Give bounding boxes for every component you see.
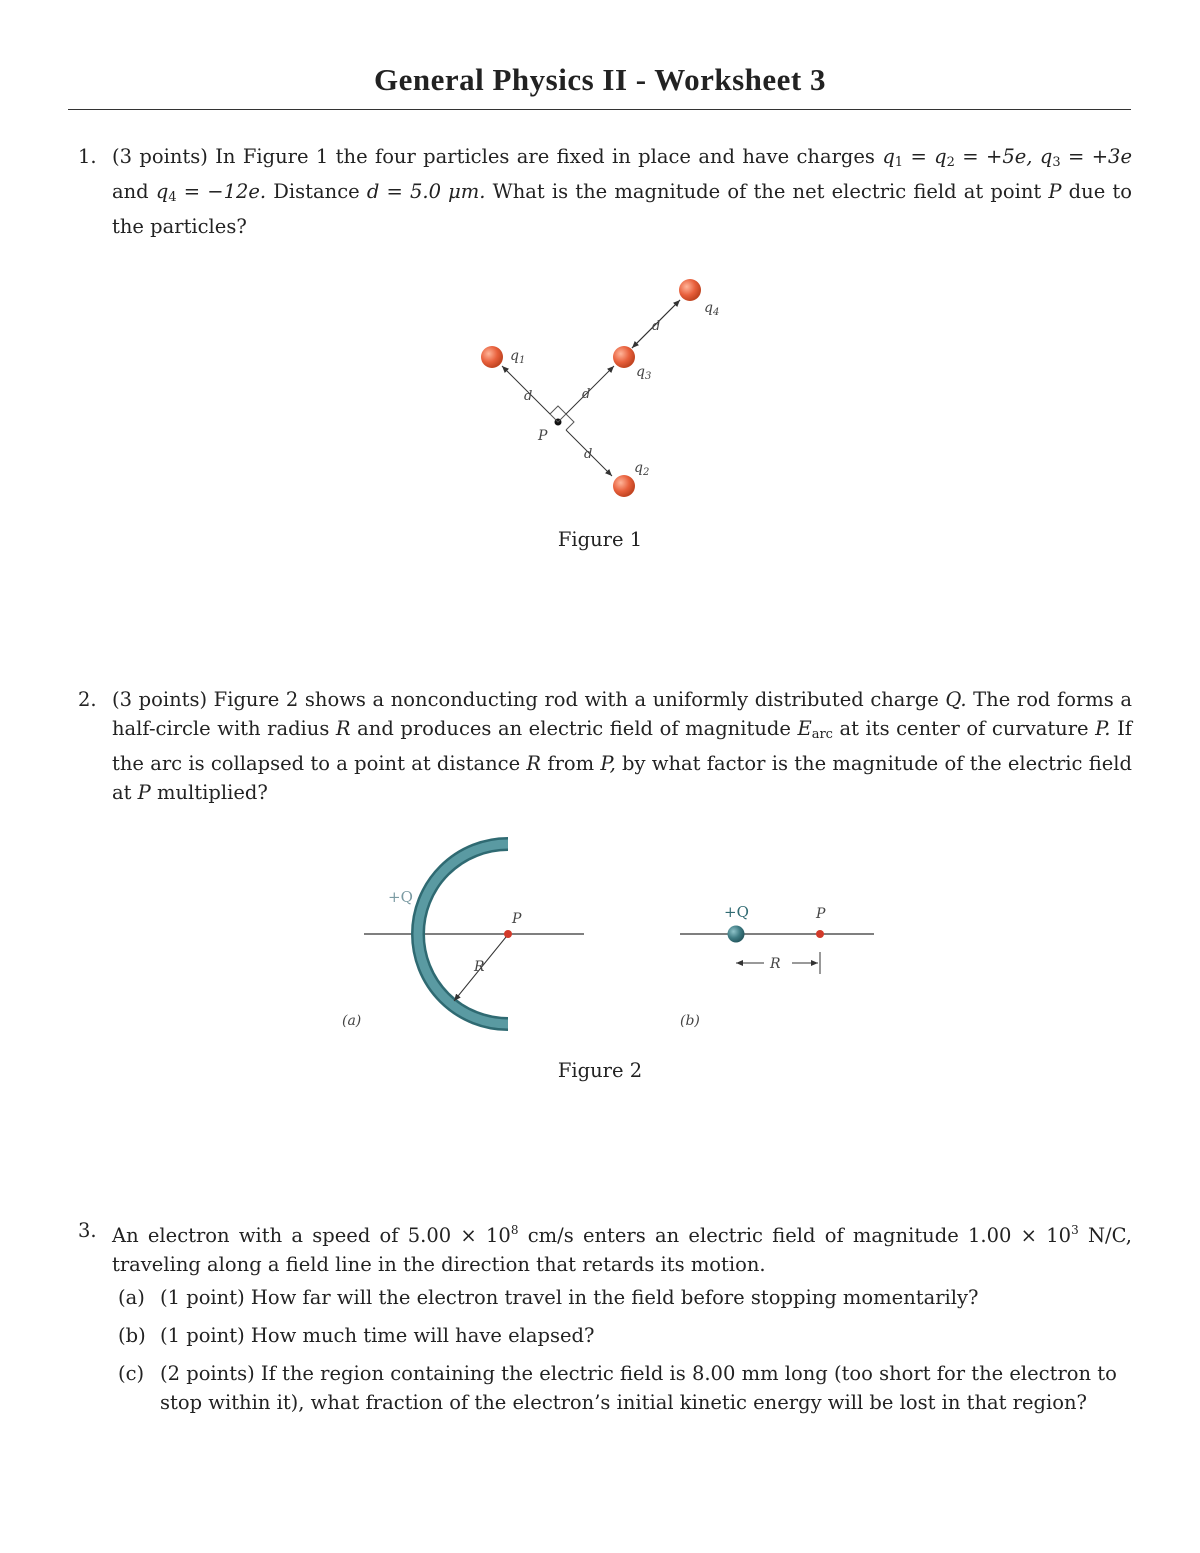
problem-2 [78,685,1132,807]
page-title: General Physics II - Worksheet 3 [374,62,826,97]
label-a: (a) [342,1013,362,1029]
figure-2a [330,825,600,1040]
title-rule [68,109,1131,110]
figure-2-caption: Figure 2 [557,1059,643,1082]
figure-1 [440,260,760,510]
label-plus-q: +Q [724,903,749,921]
charge-q4 [679,279,701,301]
point-p [504,930,512,938]
label-p: P [538,428,548,444]
label-q1: $q_1$ [510,348,526,366]
point-charge [728,926,745,943]
problem-3 [78,1216,1132,1279]
charge-q1 [481,346,503,368]
problem-1 [78,142,1132,241]
problem-number: 3. [78,1219,97,1242]
svg-text:d: d [524,389,533,404]
problem-number: 1. [78,145,97,168]
subquestion-label: (b) [118,1324,146,1347]
problem-number: 2. [78,688,97,711]
subquestion-label: (a) [118,1286,145,1309]
svg-text:R: R [770,956,781,972]
label-q3: $q_3$ [636,364,652,382]
svg-text:d: d [652,319,661,334]
subquestion-text: (1 point) How much time will have elapsed? [160,1324,595,1347]
svg-text:P: P [816,906,826,922]
problem-text: (3 points) In Figure 1 the four particles are fixed in place and have charges $q_1 = q_2 = +5e$, $q_3 = +3e$ and $q_4 = -12e$. Distance d = 5.0 μm. What is the magnitude of the net electric field at point P due to the particles? [112,145,1133,238]
figure-1-caption: Figure 1 [557,528,643,551]
svg-text:d: d [584,447,593,462]
subquestion-text: (2 points) If the region containing the electric field is 8.00 mm long (too short for the electron to stop within it), what fraction of the electron’s initial kinetic energy will be lost in that region? [160,1362,1117,1414]
problem-3b [118,1321,1132,1350]
charge-q3 [613,346,635,368]
label-plus-q: +Q [388,888,413,906]
svg-text:P: P [512,911,522,927]
problem-3c [118,1359,1132,1417]
figure-2b [660,890,890,1040]
point-p [816,930,824,938]
svg-text:R: R [474,959,485,975]
subquestion-text: (1 point) How far will the electron travel in the field before stopping momentarily? [160,1286,979,1309]
charge-q2 [613,475,635,497]
problem-text: An electron with a speed of $5.00 \times 10^8$ cm/s enters an electric field of magnitude $1.00 \times 10^3$ N/C, traveling along a field line in the direction that retards its motion. [112,1223,1133,1276]
label-q2: $q_2$ [634,460,650,478]
problem-3a [118,1283,1132,1312]
problem-text: (3 points) Figure 2 shows a nonconducting rod with a uniformly distributed charge Q. The rod forms a half-circle with radius R and produces an electric field of magnitude $E_{arc}$ at its center of curvature P. If the arc is collapsed to a point at distance R from P, by what factor is the magnitude of the electric field at P multiplied? [112,688,1132,804]
label-b: (b) [680,1013,700,1029]
svg-text:d: d [582,387,591,402]
subquestion-label: (c) [118,1362,145,1385]
label-q4: $q_4$ [704,300,720,318]
